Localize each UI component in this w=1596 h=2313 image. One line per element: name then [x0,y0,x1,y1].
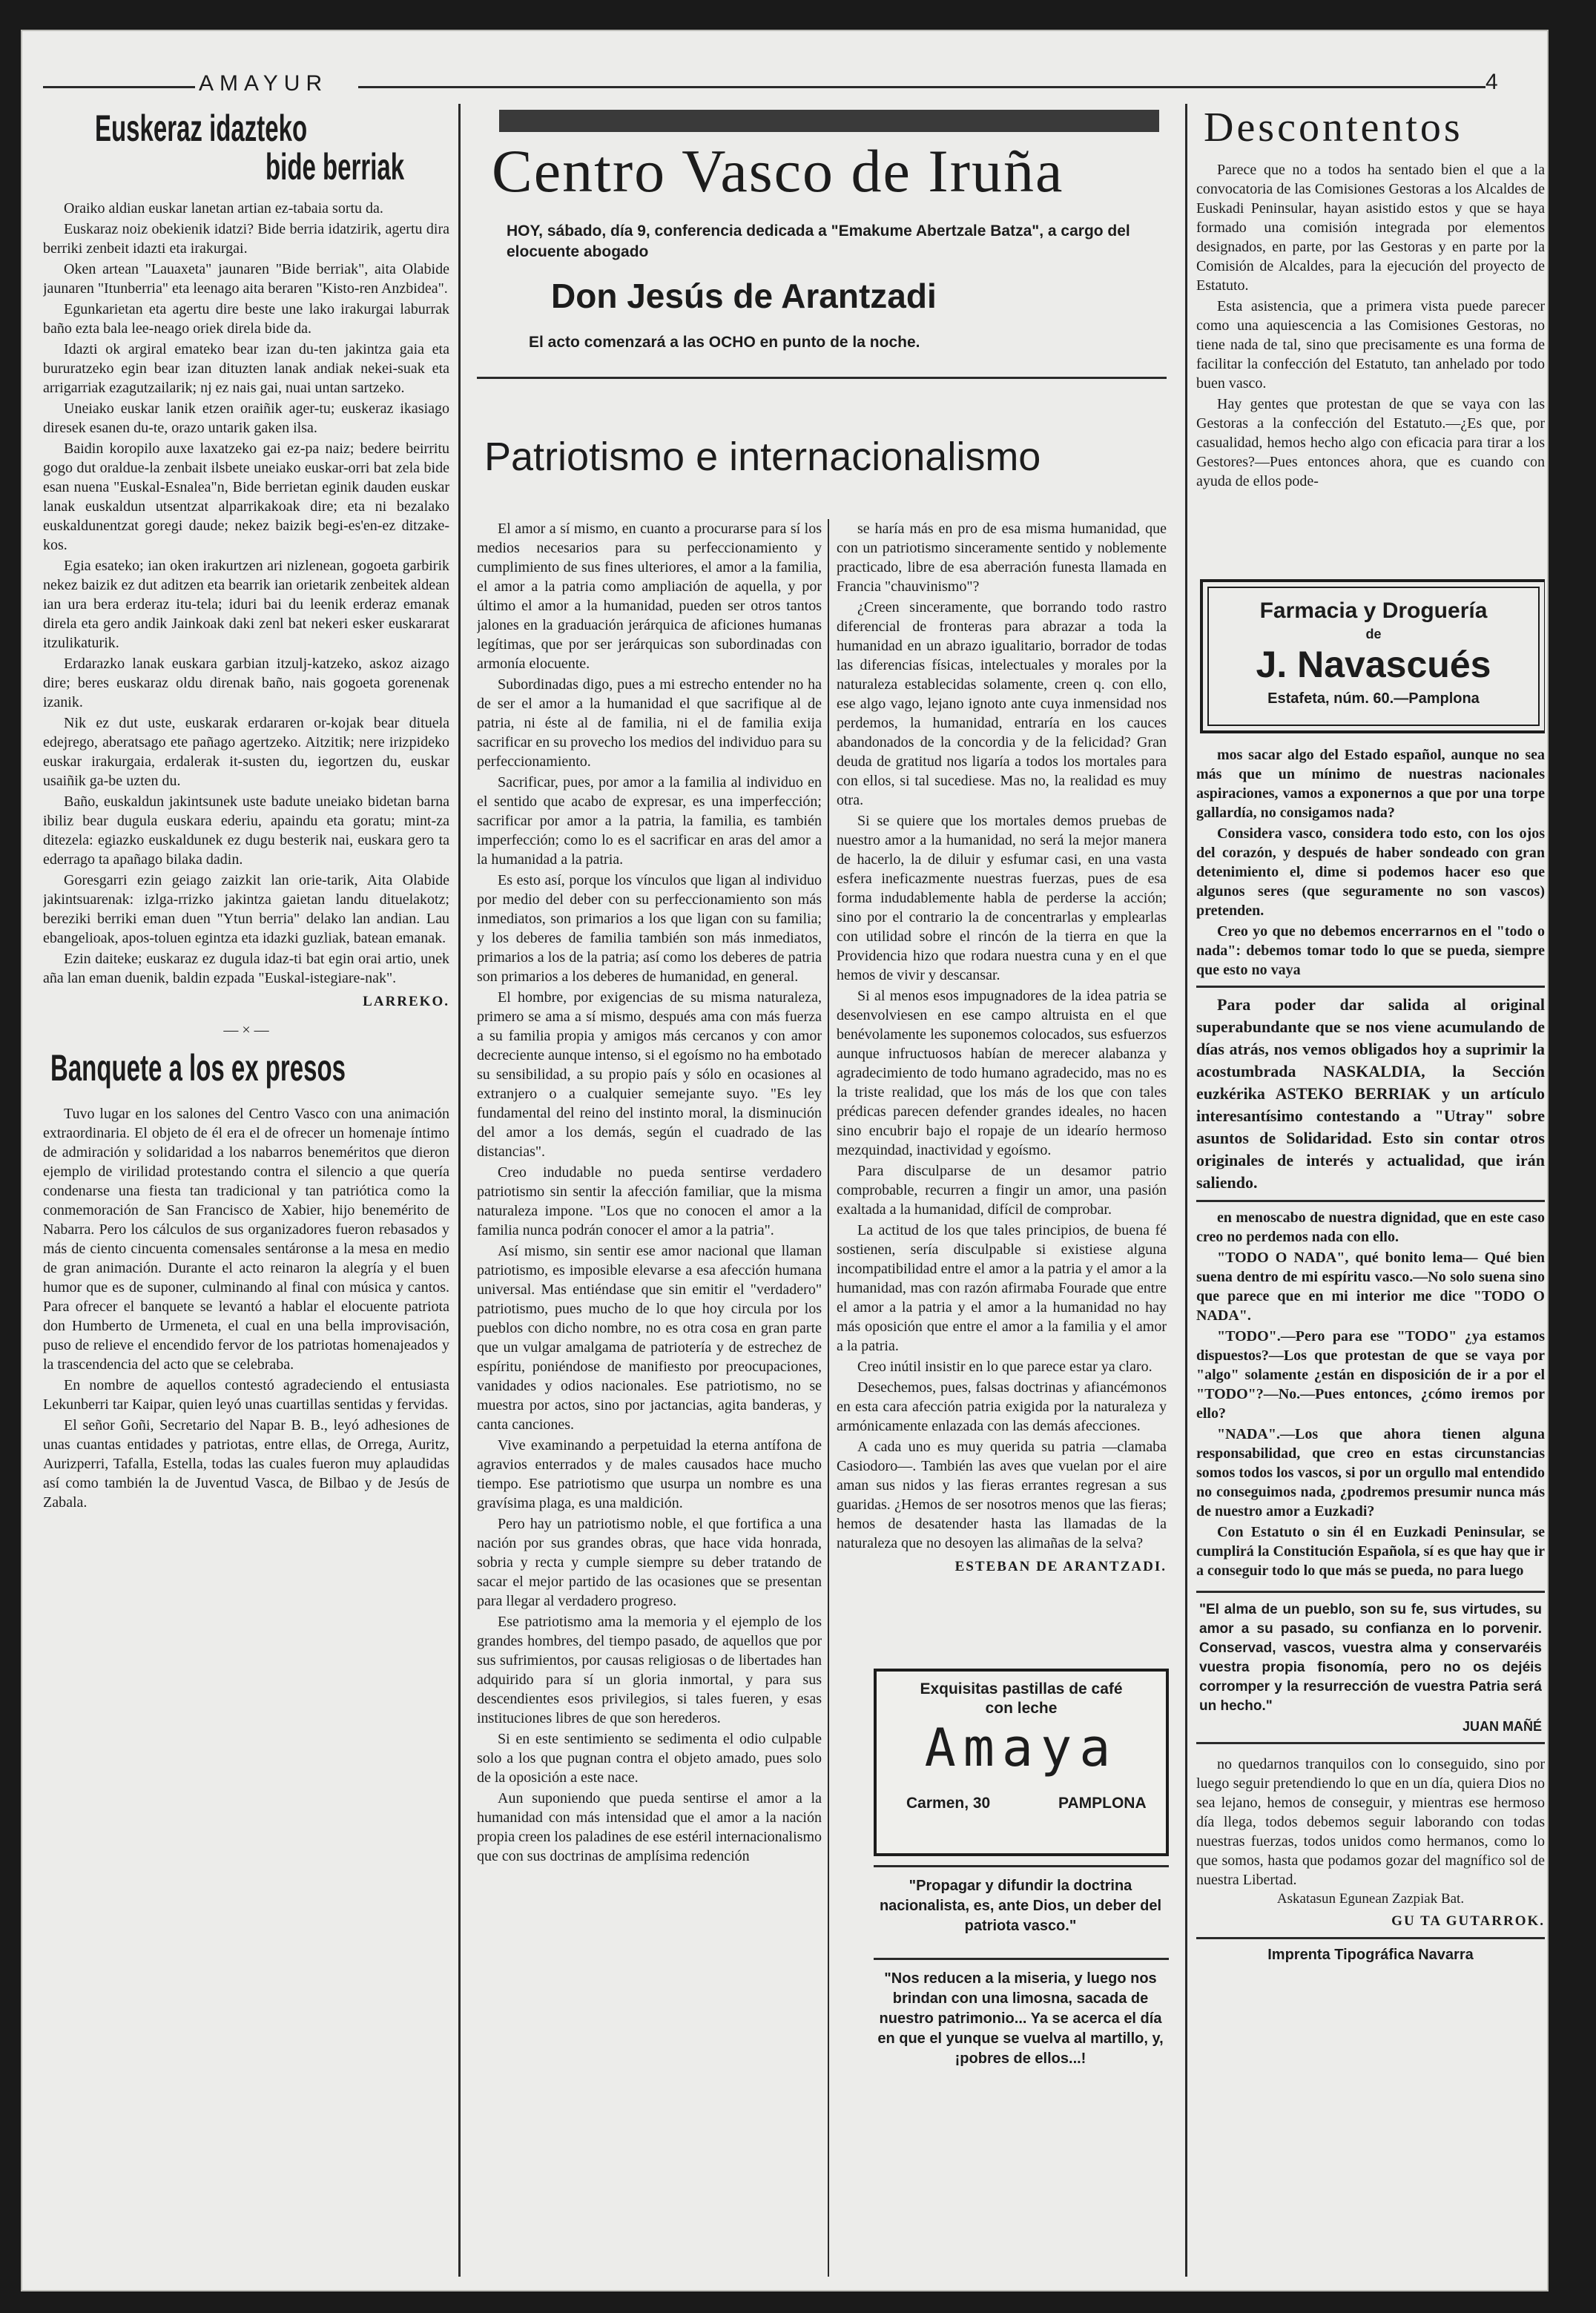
article-paragraph: se haría más en pro de esa misma humanidad, que con un patriotismo sinceramente sentido y noblemente practicado, libre de esa aberración funesta llamada en Francia "chauvinismo"? [837,521,1167,595]
article-paragraph: Subordinadas digo, pues a mi estrecho entender no ha de ser el amor a la humanidad el que sacrifique al de patria, ni éste al de familia, ni el de familia exija sacrificar en su provecho los medios del individuo para su perfeccionamiento. [477,676,822,770]
pharmacy-line2: de [1365,627,1382,641]
descontentos-paragraph: Hay gentes que protestan de que se vaya con las Gestoras a la confección del Estatuto.—¿Es que, por casualidad, hemos hecho algo con eficacia para tirar a los Gestores?—Pues entonces ahora, que es cuando con ayuda de ellos pode- [1196,396,1545,489]
euskera-paragraph: Oken artean "Lauaxeta" jaunaren "Bide berriak", aita Olabide jaunaren "Itunberria" eta leenago aita beraren "Kisto-ren Anzbidea". [43,261,449,297]
descontentos-paragraph: Esta asistencia, que a primera vista puede parecer como una aquiescencia a las Comisiones Gestoras, no tiene nada de tal, sino que precisamente es una forma de facilitar la confección del Estatuto, tan anhelado por todo buen vasco. [1196,298,1545,392]
article-paragraph: Así mismo, sin sentir ese amor nacional que llaman patriotismo, es imposible elevarse a esa afección humana universal. Mas entiéndase que sin emitir el "verdadero" patriotismo, pues mucho de lo que hoy circula por los pueblos con dicho nombre, no es otra cosa en gran parte que un vulgar amalgama de patriotería y de estrechez de espíritu, poniéndose de manifiesto por preocupaciones, vanidades y odios nacionales. Ese patriotismo, no se muestra por actos, sino por jactancias, agita banderas, y canta canciones. [477,1243,822,1433]
article-paragraph: Si al menos esos impugnadores de la idea patria se desenvolviesen en ese campo altruista en el que benévolamente les suponemos colocados, sus esfuerzos aunque infructuosos habían de merecer alabanza y agradecimiento de todo humano agradecido, mas no es la triste realidad, que los más de los que con tales prédicas parecen defender grandes ideales, no hacen sino encubrir bajo el ropaje de un idearío hermoso mezquindad, inactividad y egoísmo. [837,988,1167,1158]
masthead: AMAYUR [199,71,329,96]
article-paragraph: Aun suponiendo que pueda sentirse el amor a la humanidad con más intensidad que el amor a la nación propia creen los paladines de ese estéril internacionalismo que con sus doctrinas de amplísima redención [477,1790,822,1864]
amaya-line2: con leche [985,1700,1058,1717]
euskera-paragraph: Idazti ok argiral emateko bear izan du-ten jakintza gaia eta bururatzeko egin bear izan dituzten lanak andiak nekei-suak eta arrigarriak ezagutzailarik; nj ez nais gai, nuai untan sartzeko. [43,341,449,396]
pharmacy-ad [1200,579,1545,733]
column-left [43,104,449,2284]
printer-rule [1196,1937,1545,1939]
article-paragraph: Vive examinando a perpetuidad la eterna antífona de agravios enterrados y de males causados hace mucho tiempo. Ese patriotismo que usurpa un nombre es una gravísima plaga, es una maldición. [477,1437,822,1511]
announcement-top-bar [499,110,1159,132]
descontentos-paragraph: Considera vasco, considera todo esto, con los ojos del corazón, y después de haber sondeado con gran detenimiento el, dime si podemos hacer eso que algunos seres (que seguramente no son vascos) pretenden. [1196,825,1545,919]
banquet-article-body [43,1104,449,1512]
descontentos-paragraph: mos sacar algo del Estado español, aunque no sea más que un mínimo de nuestras nacionales aspiraciones, vamos a exponernos a que por una torpe gallardía, no consigamos nada? [1196,747,1545,821]
article-paragraph: El amor a sí mismo, en cuanto a procurarse para sí los medios necesarios para su perfeccionamiento y cumplimiento de sus fines ulteriores, el amor a la familia, el amor a la patria como ampliación de aquella, y por último el amor a la humanidad, pueden ser otros tantos jalones en la graduación jerárquica de aficiones humanas legítimas, que por ser jerárquicas son subordinadas con armonía elocuente. [477,521,822,672]
descontentos-body-low [1196,1208,1545,1580]
euskera-paragraph: Baño, euskaldun jakintsunek uste badute uneiako bidetan barna ibiliz bear dugula euskara ederiu, apaindu eta goratu; mint-za ditezela: egiazko euskaldunek ez dugu besterik nai, euskara gero ta ederrago ta apañago bilaka dadin. [43,793,449,868]
euskera-paragraph: Erdarazko lanak euskara garbian itzulj-katzeko, askoz aizago dire; beres euskaraz oldu direnak baño, nais gogoeta gorenenak izanik. [43,656,449,710]
euskera-paragraph: Nik ez dut uste, euskarak erdararen or-kojak bear dituela edejrego, aberatsago ete pañago agertzeko. Aitzitik; nere irizpideko euskar irakurgaia, erdalerak it-susten du, iegortzen du, euskar usaiñik ga-be uzten du. [43,715,449,789]
euskera-paragraph: Baidin koropilo auxe laxatzeko gai ez-pa naiz; bedere beirritu gogo dut oraldue-la zenbait ilsbete uneiako euskar-orri bat zela bide esan nuena "Euskal-Esnalea"n, Bide berrietan eginik dauden euskar lanak euskaldun utsentzat alparrikakoak dire; eta ni bezalako euskaldunentzat goregi daude; nekez baizik begi-es'en-ez ditzake-kos. [43,441,449,553]
amaya-brand: Amaya [924,1718,1118,1778]
banquet-title: Banquete a los ex presos [50,1047,346,1089]
descontentos-paragraph: "NADA".—Los que ahora tienen alguna responsabilidad, que creo en estas circunstancias somos todos los vascos, si por un orgullo mal entendido no conseguimos nada, ¿podremos presumir nunca más de nuestro amor a Euzkadi? [1196,1426,1545,1520]
descontentos-paragraph: en menoscabo de nuestra dignidad, que en este caso creo no perdemos nada con ello. [1196,1210,1545,1245]
amaya-ad [874,1669,1169,1856]
masthead-rule-right [358,86,1485,88]
article-paragraph: Si se quiere que los mortales demos pruebas de nuestro amor a la humanidad, no será la mejor manera de hacerlo, la de diluir y esfumar casi, en una vasta esfera ineficazmente nuestras fuerzas, pues de esa forma indudablemente habla de perderse la acción; sino por el contrario la de concentrarlas y emplearlas con utilidad sobre el rincón de la tierra en que la Providencia hizo que rodara nuestra cuna y en el que hemos de vivir y descansar. [837,813,1167,983]
quote1-rule-top [874,1865,1169,1867]
euskera-paragraph: Egunkarietan eta agertu dire beste une lako irakurgai laburrak baño ezta bala lee-neago oriek direla bide da. [43,301,449,337]
pharmacy-name: J. Navascués [1256,644,1491,685]
banquet-paragraph: El señor Goñi, Secretario del Napar B. B., leyó adhesiones de unas cuantas entidades y patriotas, entre ellas, de Orrega, Auritz, Aurizperri, Tafalla, Estella, todas las cuales fueron muy aplaudidas así como también la de Juventud Vasca, de Bilbao y de Jesús de Zabala. [43,1417,449,1511]
article-signature: ESTEBAN DE ARANTZADI. [954,1559,1167,1574]
article-paragraph: Creo inútil insistir en lo que parece estar ya claro. [857,1359,1153,1375]
article-paragraph: Creo indudable no pueda sentirse verdadero patriotismo sin sentir la afección familiar, que la misma naturaleza impone. "Los que no conocen el amor a la familia nunca podrán conocer el amor a la patria". [477,1164,822,1238]
descontentos-title: Descontentos [1204,105,1463,151]
descontentos-paragraph: "TODO O NADA", qué bonito lema— Qué bien suena dentro de mi espíritu vasco.—No solo suena sino que parece que en mi interior me dice "TODO O NADA". [1196,1250,1545,1324]
article-title: Patriotismo e internacionalismo [484,435,1041,479]
banquet-paragraph: Tuvo lugar en los salones del Centro Vasco con una animación extraordinaria. El objeto de él era el de ofrecer un homenaje íntimo de admiración y solidaridad a los nabarros beneméritos que dieron ejemplo de virilidad protestando contra el silencio a que quería condenarse una fiesta tan tradicional y tan patriótica como la conmemoración de San Francisco de Xabier, hijo benemérito de Nabarra. Pero los cálculos de sus organizadores fueron rebasados y más de ciento cincuenta comensales sentáronse a la mesa en medio de gran animación. Durante el acto reinaron la alegría y el buen humor que es de suponer, culminando al final con música y cantos. Para ofrecer el banquete se levantó a hablar el elocuente patriota don Humberto de Urmeneta, el cual en una bella improvisación, puso de relieve el encendido fervor de los patriotas homenajeados y la trascendencia del acto que se celebraba. [43,1106,449,1373]
banquet-paragraph: En nombre de aquellos contestó agradeciendo el entusiasta Lekunberri tar Kaipar, quien leyó unas cuartillas sentidas y fervidas. [43,1377,449,1413]
article-paragraph: Sacrificar, pues, por amor a la familia al individuo en el sentido que acabo de expresar, es una imperfección; sacrificar por amor a la patria, la familia, es también imperfección; como lo es el sacrificar en aras del amor a la humanidad a la patria. [477,774,822,868]
article-paragraph: La actitud de los que tales principios, de buena fé sostienen, sería disculpable si existiese alguna incompatibilidad entre el amor a la patria y el amor a la humanidad, mas con razón afirmaba Fourade que entre el amor a la patria y el amor a la humanidad no hay más oposición que entre el amor a la familia y el amor a la patria. [837,1222,1167,1354]
amaya-address: Carmen, 30 [906,1795,991,1812]
article-paragraph: A cada uno es muy querida su patria —clamaba Casiodoro—. También las aves que vuelan por el aire aman sus nidos y las fieras errantes regresan a sus guaridas. ¿Hemos de ser nosotros menos que las fieras; hemos de desatender hasta las llamadas de la naturaleza que no desoyen las alimañas de la selva? [837,1439,1167,1551]
descontentos-paragraph: Con Estatuto o sin él en Euzkadi Peninsular, se cumplirá la Constitución Española, sí es que hay que ir a conseguir todo lo que más se pueda, no para luego [1196,1524,1545,1579]
article-paragraph: El hombre, por exigencias de su misma naturaleza, primero se ama a sí mismo, después ama con más fuerza a su familia propia y amigos más cercanos y con amor decreciente aunque intenso, si el egoísmo no ha embotado su sensibilidad, a su propio país y sólo en ocasiones al extranjero o a cualquier semejante suyo. "Es ley fundamental del reino del instinto moral, la disminución del amor a los demás, según el cuadrado de las distancias". [477,989,822,1160]
announcement-box [477,110,1167,406]
euskera-signature: LARREKO. [363,994,449,1009]
quote1: "Propagar y difundir la doctrina nacionalista, es, ante Dios, un deber del patriota vasco." [879,1878,1162,1934]
amaya-line1: Exquisitas pastillas de café [920,1680,1123,1697]
euskera-paragraph: Uneiako euskar lanik etzen oraiñik ager-tu; euskeraz ikasiago diresek esanen du-te, orazo untarik gaken ilsa. [43,400,449,436]
article-body-right [837,519,1167,1553]
euskera-title-line1: Euskeraz idazteko [95,108,308,149]
article-paragraph: Para disculparse de un desamor patrio comprobable, recurren a fingir un amor, una pasión exaltada a la humanidad, difícil de comprobar. [837,1163,1167,1218]
notice-text: Para poder dar salida al original superabundante que se nos viene acumulando de días atrás, nos vemos obligados hoy a suprimir la acostumbrada NASKALDIA, la Sección euzkérika ASTEKO BERRIAK y un artículo interesantísimo contestando a "Utray" sobre asuntos de Solidaridad. Esto sin contar otros originales de interés y actualidad, que irán saliendo. [1196,995,1545,1192]
column-middle [469,104,1178,2284]
descontentos-paragraph: "TODO".—Pero para ese "TODO" ¿ya estamos dispuestos?—Los que protestan de que se vaya por "algo" solamente ¿están en disposición de ir a por el "TODO"?—No.—Pues entonces, ¿cómo iremos por ello? [1196,1328,1545,1422]
announcement-text: HOY, sábado, día 9, conferencia dedicada a "Emakume Abertzale Batza", a cargo del elocuente abogado [507,222,1130,260]
quote-box-text: "El alma de un pueblo, son su fe, sus virtudes, su amor a su pasado, su confianza en lo porvenir. Conservad, vascos, vuestra alma y conservaréis vuestra propia fisonomía, pero no os dejéis corromper y la resurrección de vuestra Patria será un hecho." [1199,1602,1542,1714]
descontentos-paragraph: no quedarnos tranquilos con lo conseguido, sino por luego seguir pretendiendo lo que en un día, quiera Dios no sea lejano, hemos de conseguir, y mientras ese hermoso día llega, todos debemos seguir laborando con todas nuestras fuerzas, todos unidos como hermanos, como lo que somos, hasta que podamos gozar del magnífico sol de nuestra Libertad. [1196,1756,1545,1888]
article-inner-rule [828,519,829,2277]
page-number: 4 [1485,70,1498,94]
descontentos-body-mid [1196,745,1545,980]
euskera-paragraph: Ezin daiteke; euskaraz ez dugula idaz-ti bat egin orai artio, unek aña lan eman duenik, baldin ezpada "Euskal-istegiare-nak". [43,951,449,986]
article-paragraph: Desechemos, pues, falsas doctrinas y afiancémonos en esta cara afección patria exigida por la naturaleza y armónicamente enlazada con las demás afecciones. [837,1379,1167,1434]
announcement-time: El acto comenzará a las OCHO en punto de la noche. [529,334,920,351]
announcement-title: Centro Vasco de Iruña [492,137,1064,205]
closing-signature: GU TA GUTARROK. [1391,1913,1545,1929]
descontentos-paragraph: Parece que no a todos ha sentado bien el que a la convocatoria de las Comisiones Gestoras a los Alcaldes de Euskadi Peninsular, hayan asistido estos y que se haya formado una comisión integrada por elementos designados, en parte, por las Gestoras y en parte por la Comisión de Alcaldes, para la ejecución del proyecto de Estatuto. [1196,162,1545,294]
euskera-article-body [43,199,449,988]
quote1-rule-bottom [874,1958,1169,1960]
quote-box-author: JUAN MAÑÉ [1462,1719,1542,1734]
euskera-paragraph: Egia esateko; ian oken irakurtzen ari nizlenean, gogoeta garbirik nekez baizik ez dut aditzen eta bearrik ian orietarik zenbeitek aldean ian ura bera erderaz itu-tela; iduri bai du leenik erderaz emanak direla eta gero andik Jainkoak daki zenl bat nekeri esker euskararat itzulikaturik. [43,558,449,651]
quote2: "Nos reducen a la miseria, y luego nos brindan con una limosna, sacada de nuestro patrimonio... Ya se acerca el día en que el yunque se vuelva al martillo, y, ¡pobres de ellos...! [877,1970,1164,2067]
pharmacy-line1: Farmacia y Droguería [1259,598,1488,623]
euskera-title-line2: bide berriak [266,146,405,188]
article-paragraph: Si en este sentimiento se sedimenta el odio culpable solo a los que pugnan contra el objeto amado, pues solo de la oposición a este nace. [477,1731,822,1786]
masthead-rule-left [43,86,195,88]
pharmacy-address: Estafeta, núm. 60.—Pamplona [1267,690,1480,707]
column-rule-2 [1185,104,1187,2277]
descontentos-body-end [1196,1755,1545,1890]
newspaper-page [21,30,1549,2291]
quote-box [1196,1591,1545,1744]
announcement-speaker: Don Jesús de Arantzadi [551,277,937,315]
closing-line: Askatasun Egunean Zazpiak Bat. [1276,1891,1465,1907]
section-divider: — × — [223,1022,269,1038]
euskera-title [43,104,449,188]
announcement-bottom-rule [477,377,1167,379]
descontentos-body-top [1196,160,1545,572]
euskera-paragraph: Oraiko aldian euskar lanetan artian ez-tabaia sortu da. [64,200,383,217]
euskera-paragraph: Euskaraz noiz obekienik idatzi? Bide berria idatzirik, agertu dira berriki zenbeit idazti eta irakurgai. [43,221,449,257]
amaya-city: PAMPLONA [1058,1795,1147,1812]
article-body-right-wrap [837,519,1167,1654]
column-right [1196,104,1545,2284]
euskera-paragraph: Goresgarri ezin geiago zaizkit lan orie-tarik, Aita Olabide jakintsuarenak: izlga-rrizko jakintza gaietan landu dituelakotz; bereziki berriki eman duen "Ytun berria" delako lan andian. Lau ebangelioak, apos-toluen egintza eta idazki guzliak, batean emanak. [43,872,449,946]
notice-rule-bottom [1196,1200,1545,1202]
printer-imprint: Imprenta Tipográfica Navarra [1267,1947,1474,1963]
article-paragraph: ¿Creen sinceramente, que borrando todo rastro diferencial de fronteras para abrazar a toda la humanidad en un abrazo igualitario, borrador de todas las diferencias físicas, intelectuales y morales por la naturaleza establecidas solamente, creen q. con ello, ese algo vago, lejano ignoto ante cuya inmensidad nos perdemos, la humanidad, entraría en los cauces abandonados de la concordia y de la felicidad? Gran deuda de gratitud nos ligaría a todos los mortales para con ellos, si tal sucediese. Mas no, la realidad es muy otra. [837,599,1167,808]
article-body-left [477,519,822,2269]
article-paragraph: Ese patriotismo ama la memoria y el ejemplo de los grandes hombres, del tiempo pasado, de aquellos que por sus sufrimientos, por causas religiosas o de libertades han adquirido para sí un gloria inmortal, y para sus descendientes esos privilegios, si tales fueren, y esas instituciones libres de que son herederos. [477,1614,822,1726]
column-rule-1 [458,104,461,2277]
notice-rule [1196,986,1545,988]
article-paragraph: Es esto así, porque los vínculos que ligan al individuo por medio del deber con su perfeccionamiento son más inmediatos, son primarios a los que ligan con su familia; y los deberes de familia también son más inmediatos, primarios a los de la patria; así como los deberes de patria son primarios a los deberes de humanidad, en general. [477,872,822,985]
descontentos-paragraph: Creo yo que no debemos encerrarnos en el "todo o nada": debemos tomar todo lo que se pueda, siempre que esto no vaya [1196,923,1545,978]
article-paragraph: Pero hay un patriotismo noble, el que fortifica a una nación por sus grandes obras, que hace vida honrada, sobria y recta y cumple siempre su deber tratando de sacar el mejor partido de las ocasiones que se presentan para llegar al verdadero progreso. [477,1516,822,1609]
